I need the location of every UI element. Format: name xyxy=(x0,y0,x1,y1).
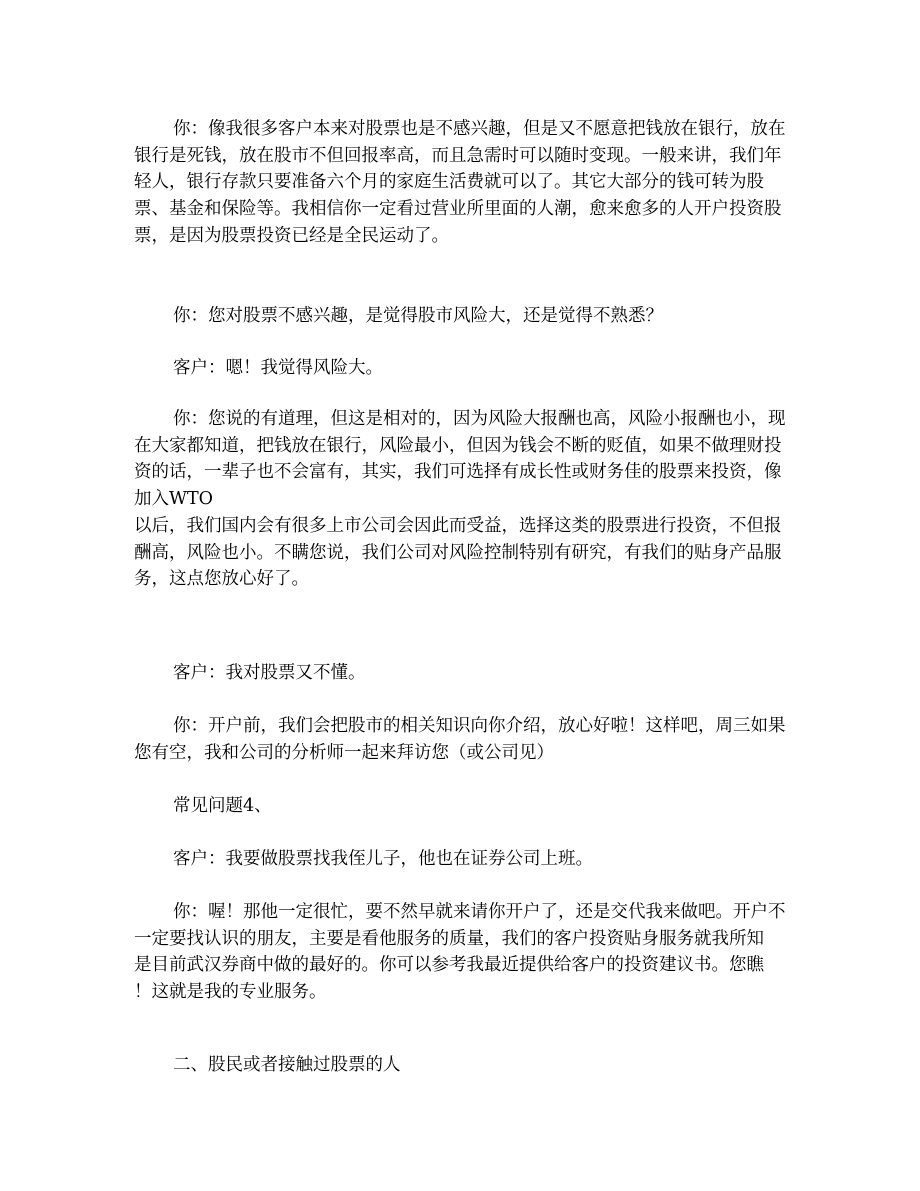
text-line: 务，这点您放心好了。 xyxy=(134,569,309,590)
paragraph-1 xyxy=(134,116,790,250)
text-line: 二、股民或者接触过股票的人 xyxy=(173,1055,401,1075)
text-line: 你：您对股票不感兴趣，是觉得股市风险大，还是觉得不熟悉？ xyxy=(173,306,663,326)
text-line: 你：您说的有道理，但这是相对的，因为风险大报酬也高，风险小报酬也小，现 xyxy=(173,409,786,429)
text-line: 在大家都知道，把钱放在银行，风险最小，但因为钱会不断的贬值，如果不做理财投 xyxy=(134,435,782,456)
text-line: 银行是死钱，放在股市不但回报率高，而且急需时可以随时变现。一般来讲，我们年 xyxy=(134,145,782,166)
text-line: 客户：我对股票又不懂。 xyxy=(173,663,366,683)
text-line: 您有空，我和公司的分析师一起来拜访您（或公司见） xyxy=(134,742,554,763)
paragraph-7 xyxy=(134,793,790,820)
text-line: 票，是因为股票投资已经是全民运动了。 xyxy=(134,225,449,246)
text-line: 酬高，风险也小。不瞒您说，我们公司对风险控制特别有研究，有我们的贴身产品服 xyxy=(134,542,782,563)
text-line: 票、基金和保险等。我相信你一定看过营业所里面的人潮，愈来愈多的人开户投资股 xyxy=(134,199,782,220)
text-line: 加入WTO xyxy=(134,489,214,510)
text-line: 以后，我们国内会有很多上市公司会因此而受益，选择这类的股票进行投资，不但报 xyxy=(134,515,782,536)
text-line: 是目前武汉券商中做的最好的。你可以参考我最近提供给客户的投资建议书。您瞧 xyxy=(134,955,764,976)
text-line: 轻人，银行存款只要准备六个月的家庭生活费就可以了。其它大部分的钱可转为股 xyxy=(134,172,764,193)
paragraph-2 xyxy=(134,303,790,330)
text-line: 客户：我要做股票找我侄儿子，他也在证券公司上班。 xyxy=(173,849,593,869)
text-line: 一定要找认识的朋友，主要是看他服务的质量，我们的客户投资贴身服务就我所知 xyxy=(134,928,764,949)
paragraph-4 xyxy=(134,406,790,593)
text-line: 客户：嗯！我觉得风险大。 xyxy=(173,358,383,378)
text-line: 你：喔！那他一定很忙，要不然早就来请你开户了，还是交代我来做吧。开户不 xyxy=(173,902,786,922)
text-line: ！这就是我的专业服务。 xyxy=(134,982,327,1003)
paragraph-3 xyxy=(134,355,790,382)
text-line: 你：开户前，我们会把股市的相关知识向你介绍，放心好啦！这样吧，周三如果 xyxy=(173,716,786,736)
paragraph-5 xyxy=(134,660,790,687)
text-line: 常见问题4、 xyxy=(173,796,272,816)
paragraph-8 xyxy=(134,846,790,873)
text-line: 你：像我很多客户本来对股票也是不感兴趣，但是又不愿意把钱放在银行，放在 xyxy=(173,119,786,139)
section-heading xyxy=(134,1052,790,1079)
text-line: 资的话，一辈子也不会富有，其实，我们可选择有成长性或财务佳的股票来投资，像 xyxy=(134,462,782,483)
paragraph-9 xyxy=(134,899,790,1006)
paragraph-6 xyxy=(134,713,790,766)
